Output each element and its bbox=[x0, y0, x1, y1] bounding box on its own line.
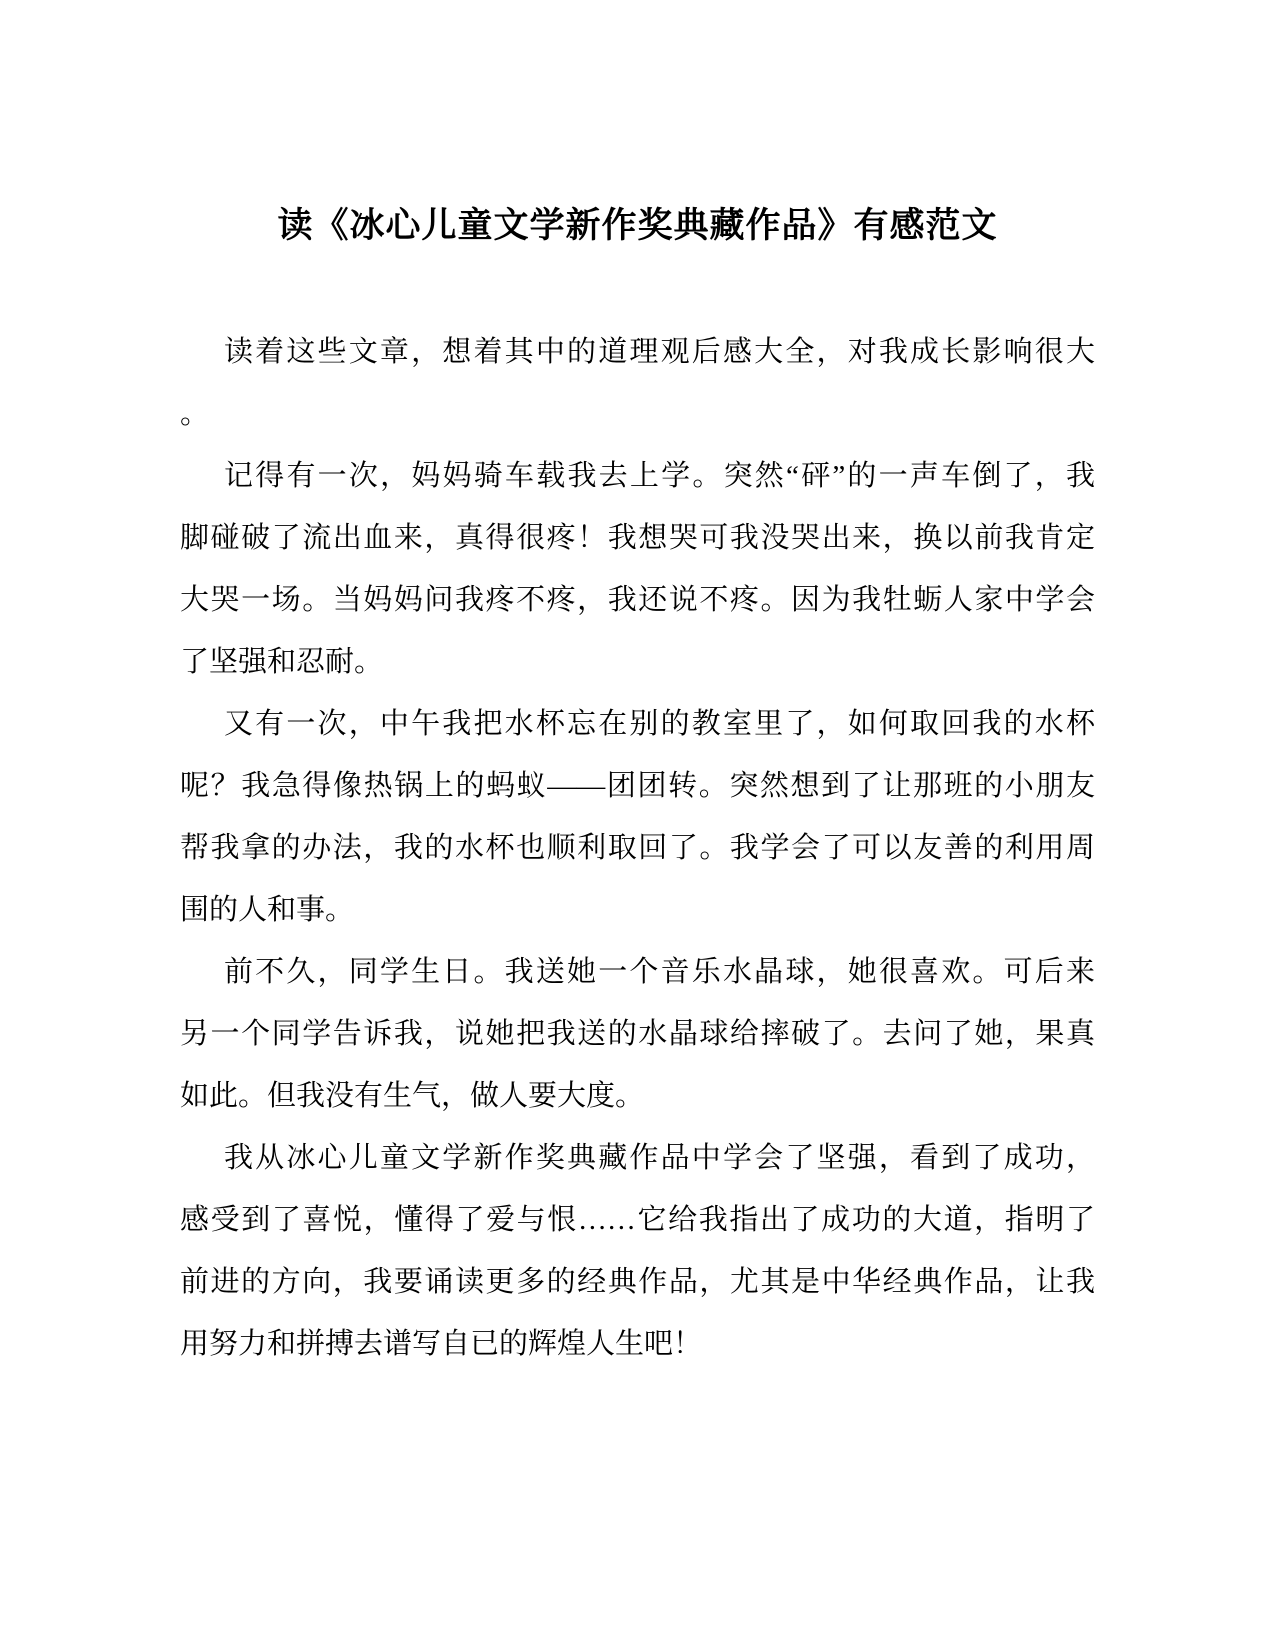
paragraph bbox=[180, 941, 1095, 1127]
paragraph bbox=[180, 445, 1095, 693]
text-line: 大哭一场。当妈妈问我疼不疼，我还说不疼。因为我牡蛎人家中学会 bbox=[180, 584, 1095, 616]
paragraph bbox=[180, 693, 1095, 941]
text-line: 另一个同学告诉我，说她把我送的水晶球给摔破了。去问了她，果真 bbox=[180, 1018, 1095, 1050]
text-line: 帮我拿的办法，我的水杯也顺利取回了。我学会了可以友善的利用周 bbox=[180, 832, 1095, 864]
text-line: 前不久，同学生日。我送她一个音乐水晶球，她很喜欢。可后来 bbox=[224, 956, 1095, 988]
text-line: 用努力和拼搏去谱写自已的辉煌人生吧！ bbox=[180, 1328, 703, 1360]
text-line: 又有一次，中午我把水杯忘在别的教室里了，如何取回我的水杯 bbox=[224, 708, 1095, 740]
text-line: 呢？我急得像热锅上的蚂蚁——团团转。突然想到了让那班的小朋友 bbox=[180, 770, 1095, 802]
text-line: 读着这些文章，想着其中的道理观后感大全，对我成长影响很大 bbox=[224, 336, 1095, 368]
text-line: 前进的方向，我要诵读更多的经典作品，尤其是中华经典作品，让我 bbox=[180, 1266, 1095, 1298]
text-line: 如此。但我没有生气，做人要大度。 bbox=[180, 1080, 645, 1112]
text-line: 脚碰破了流出血来，真得很疼！我想哭可我没哭出来，换以前我肯定 bbox=[180, 522, 1095, 554]
paragraph bbox=[180, 1127, 1095, 1375]
paragraph bbox=[180, 321, 1095, 445]
text-line: 围的人和事。 bbox=[180, 894, 355, 926]
text-line: 。 bbox=[180, 398, 210, 430]
text-line: 记得有一次，妈妈骑车载我去上学。突然“砰”的一声车倒了，我 bbox=[224, 460, 1095, 492]
document-title: 读《冰心儿童文学新作奖典藏作品》有感范文 bbox=[277, 206, 998, 245]
text-line: 我从冰心儿童文学新作奖典藏作品中学会了坚强，看到了成功， bbox=[224, 1142, 1095, 1174]
document-body bbox=[180, 321, 1095, 1375]
text-line: 感受到了喜悦，懂得了爱与恨……它给我指出了成功的大道，指明了 bbox=[180, 1204, 1095, 1236]
text-line: 了坚强和忍耐。 bbox=[180, 646, 384, 678]
